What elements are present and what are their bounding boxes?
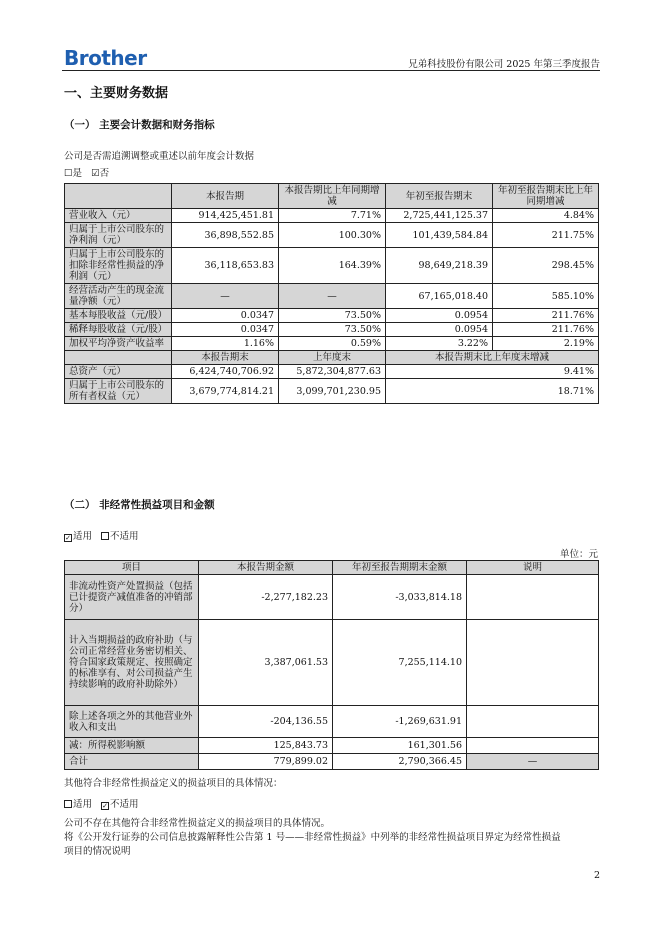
table-cell: -3,033,814.18 [333, 575, 467, 620]
report-title: 兄弟科技股份有限公司 2025 年第三季度报告 [408, 59, 600, 70]
subsection-title-accounting-data: （一） 主要会计数据和财务指标 [64, 119, 215, 131]
checkbox-applicable-checked[interactable]: ✓ [65, 534, 71, 542]
table-cell: 3,679,774,814.21 [172, 379, 279, 404]
column-header: 本报告期末比上年度末增减 [386, 351, 599, 365]
note-line-3: 项目的情况说明 [64, 846, 131, 857]
table-cell: 1.16% [172, 337, 279, 351]
table-cell: 0.0954 [386, 323, 493, 337]
table-cell: 5,872,304,877.63 [279, 365, 386, 379]
row-label: 减：所得税影响额 [65, 738, 199, 754]
row-label: 归属于上市公司股东的所有者权益（元） [65, 379, 172, 404]
unit-label: 单位：元 [559, 549, 598, 560]
table-cell: 98,649,218.39 [386, 248, 493, 284]
table-cell: 0.0347 [172, 323, 279, 337]
table-cell: 4.84% [493, 209, 599, 223]
section-title-financial-data: 一、主要财务数据 [64, 86, 169, 101]
table-cell: 0.59% [279, 337, 386, 351]
table-cell: 73.50% [279, 309, 386, 323]
table-cell: 161,301.56 [333, 738, 467, 754]
column-header: 项目 [65, 561, 199, 575]
table-row [65, 309, 599, 323]
page-number: 2 [593, 870, 600, 881]
table-cell: 164.39% [279, 248, 386, 284]
table-row [65, 248, 599, 284]
table-row [65, 365, 599, 379]
column-header: 说明 [467, 561, 599, 575]
table-header-row-2 [65, 351, 599, 365]
column-header: 年初至报告期末 [386, 184, 493, 209]
note-line-2: 将《公开发行证券的公司信息披露解释性公告第 1 号——非经常性损益》中列举的非经常性损益项目界定为经常性损益 [64, 832, 561, 843]
checkbox-applicable-2[interactable] [64, 800, 72, 808]
row-label: 非流动性资产处置损益（包括已计提资产减值准备的冲销部分） [65, 575, 199, 620]
table-cell: 36,898,552.85 [172, 223, 279, 248]
applicable-options [64, 528, 139, 542]
table-cell [467, 620, 599, 706]
table-row [65, 284, 599, 309]
table-cell: -2,277,182.23 [199, 575, 333, 620]
table-cell: 211.75% [493, 223, 599, 248]
subsection-title-non-recurring: （二） 非经常性损益项目和金额 [64, 499, 215, 511]
table-cell: 67,165,018.40 [386, 284, 493, 309]
table-cell [467, 706, 599, 738]
column-header: 本报告期末 [172, 351, 279, 365]
table-cell: 2.19% [493, 337, 599, 351]
row-label: 归属于上市公司股东的扣除非经常性损益的净利润（元） [65, 248, 172, 284]
table-cell: 73.50% [279, 323, 386, 337]
table-row [65, 738, 599, 754]
table-cell: 7,255,114.10 [333, 620, 467, 706]
table-cell: 101,439,584.84 [386, 223, 493, 248]
column-header [65, 351, 172, 365]
table-cell: -204,136.55 [199, 706, 333, 738]
table-row [65, 223, 599, 248]
table-cell: 3,387,061.53 [199, 620, 333, 706]
row-label: 加权平均净资产收益率 [65, 337, 172, 351]
table-cell [467, 738, 599, 754]
table-cell: 779,899.02 [199, 754, 333, 770]
row-label: 计入当期损益的政府补助（与公司正常经营业务密切相关、符合国家政策规定、按照确定的标准享有、对公司损益产生持续影响的政府补助除外） [65, 620, 199, 706]
checkbox-no-checked[interactable]: ☑ [91, 168, 100, 179]
table-cell: 7.71% [279, 209, 386, 223]
column-header: 本报告期比上年同期增减 [279, 184, 386, 209]
table-row [65, 323, 599, 337]
applicable-label: 适用 [73, 531, 93, 542]
table-cell: 9.41% [386, 365, 599, 379]
table-cell: 3,099,701,230.95 [279, 379, 386, 404]
column-header: 上年度末 [279, 351, 386, 365]
table-row [65, 706, 599, 738]
non-recurring-items-table [64, 560, 599, 770]
row-label: 总资产（元） [65, 365, 172, 379]
table-row [65, 620, 599, 706]
other-items-note: 其他符合非经常性损益定义的损益项目的具体情况： [64, 778, 283, 789]
column-header: 年初至报告期期末金额 [333, 561, 467, 575]
row-label: 归属于上市公司股东的净利润（元） [65, 223, 172, 248]
table-cell: 6,424,740,706.92 [172, 365, 279, 379]
table-cell: 36,118,653.83 [172, 248, 279, 284]
table-cell: 298.45% [493, 248, 599, 284]
table-cell: 18.71% [386, 379, 599, 404]
table-cell: 914,425,451.81 [172, 209, 279, 223]
table-cell: 2,790,366.45 [333, 754, 467, 770]
row-label: 营业收入（元） [65, 209, 172, 223]
row-label: 经营活动产生的现金流量净额（元） [65, 284, 172, 309]
table-cell: -1,269,631.91 [333, 706, 467, 738]
column-header: 本报告期 [172, 184, 279, 209]
table-header-row [65, 561, 599, 575]
not-applicable-label: 不适用 [110, 531, 139, 542]
table-cell [467, 575, 599, 620]
table-cell: 211.76% [493, 323, 599, 337]
row-label: 稀释每股收益（元/股） [65, 323, 172, 337]
restatement-question: 公司是否需追溯调整或重述以前年度会计数据 [64, 151, 255, 162]
table-row [65, 379, 599, 404]
table-row [65, 209, 599, 223]
checkbox-not-applicable[interactable] [101, 532, 109, 540]
table-cell: — [467, 754, 599, 770]
checkbox-not-applicable-2-checked[interactable]: ✓ [102, 802, 108, 810]
header-divider [62, 70, 600, 71]
option-no-label: 否 [99, 168, 110, 179]
brother-logo: Brother [64, 46, 147, 70]
column-header [65, 184, 172, 209]
table-row [65, 754, 599, 770]
table-cell: — [279, 284, 386, 309]
checkbox-yes[interactable]: ☐ [64, 168, 73, 179]
table-cell: 585.10% [493, 284, 599, 309]
table-cell: 0.0954 [386, 309, 493, 323]
column-header: 年初至报告期末比上年同期增减 [493, 184, 599, 209]
table-cell: — [172, 284, 279, 309]
table-cell: 125,843.73 [199, 738, 333, 754]
table-row [65, 575, 599, 620]
option-yes-label: 是 [72, 168, 83, 179]
column-header: 本报告期金额 [199, 561, 333, 575]
table-cell: 100.30% [279, 223, 386, 248]
key-financial-data-table [64, 183, 599, 404]
row-label: 基本每股收益（元/股） [65, 309, 172, 323]
not-applicable-label-2: 不适用 [110, 799, 139, 810]
applicable-label-2: 适用 [73, 799, 93, 810]
table-header-row [65, 184, 599, 209]
row-label: 除上述各项之外的其他营业外收入和支出 [65, 706, 199, 738]
table-cell: 211.76% [493, 309, 599, 323]
note-line-1: 公司不存在其他符合非经常性损益定义的损益项目的具体情况。 [64, 818, 331, 829]
table-cell: 0.0347 [172, 309, 279, 323]
applicable-options-2 [64, 796, 139, 810]
table-cell: 3.22% [386, 337, 493, 351]
row-label: 合计 [65, 754, 199, 770]
table-row [65, 337, 599, 351]
table-cell: 2,725,441,125.37 [386, 209, 493, 223]
restatement-options [64, 165, 109, 179]
